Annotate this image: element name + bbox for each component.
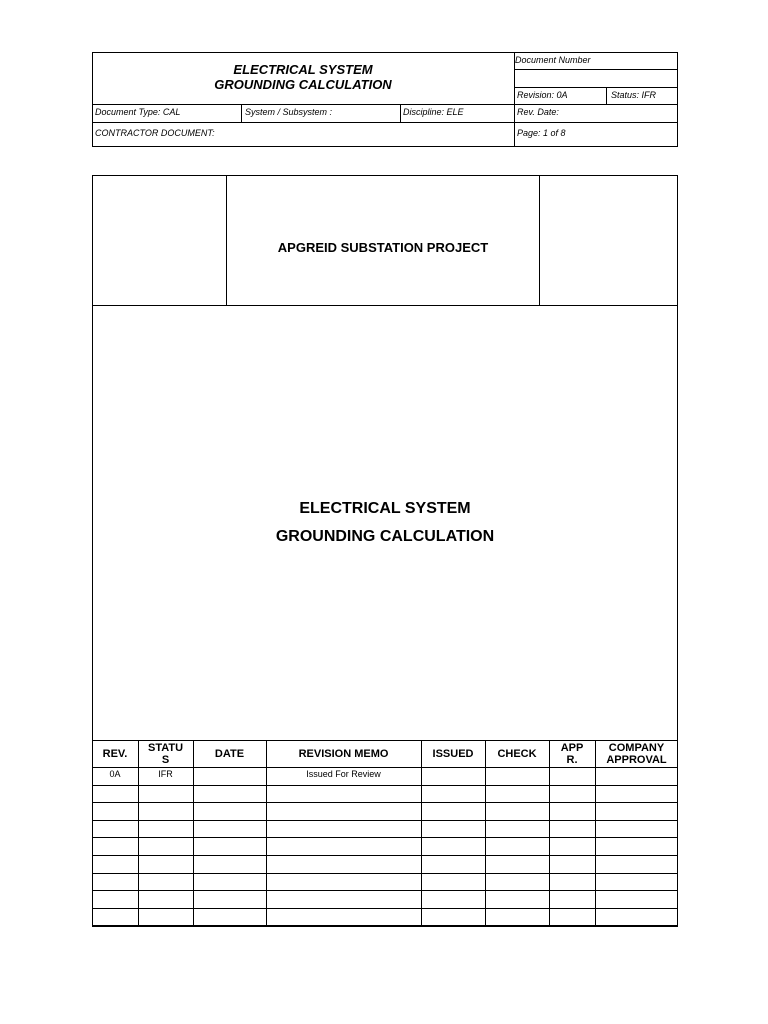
table-column-header: ISSUED — [432, 748, 474, 760]
table-row — [92, 837, 678, 855]
table-row — [92, 908, 678, 926]
revision-field: Revision: 0A — [517, 90, 568, 100]
table-row — [92, 767, 678, 785]
document-title-line2: GROUNDING CALCULATION — [275, 528, 495, 545]
table-column-header: COMPANY APPROVAL — [606, 742, 667, 766]
document-title — [93, 495, 677, 551]
table-column-header: APP R. — [560, 742, 584, 766]
table-row — [92, 785, 678, 803]
table-row-line — [92, 925, 678, 926]
table-column-header: REV. — [102, 748, 128, 760]
contractor-document-field: CONTRACTOR DOCUMENT: — [95, 128, 215, 138]
table-column-header: CHECK — [497, 748, 537, 760]
header-divider — [606, 87, 607, 104]
table-cell: Issued For Review — [306, 769, 381, 779]
header-divider — [514, 69, 678, 70]
table-row — [92, 802, 678, 820]
table-row — [92, 873, 678, 891]
header-title — [93, 62, 513, 92]
header-divider — [92, 104, 678, 105]
table-column-header: STATU S — [147, 742, 184, 766]
header-title-line2: GROUNDING CALCULATION — [214, 77, 392, 92]
table-cell: IFR — [158, 769, 173, 779]
header-divider — [92, 122, 678, 123]
header-divider — [514, 52, 515, 147]
status-field: Status: IFR — [611, 90, 657, 100]
rev-date-field: Rev. Date: — [517, 107, 559, 117]
discipline-field: Discipline: ELE — [403, 107, 464, 117]
table-row — [92, 820, 678, 838]
cover-divider — [92, 305, 678, 306]
header-divider — [241, 104, 242, 122]
table-row — [92, 890, 678, 908]
document-type-field: Document Type: CAL — [95, 107, 181, 117]
header-divider — [400, 104, 401, 122]
cover-divider — [539, 175, 540, 306]
document-title-line1: ELECTRICAL SYSTEM — [299, 500, 471, 517]
header-title-line1: ELECTRICAL SYSTEM — [233, 62, 373, 77]
table-cell: 0A — [109, 769, 121, 779]
table-row — [92, 855, 678, 873]
document-number-label: Document Number — [515, 55, 591, 65]
table-column-header: DATE — [214, 748, 245, 760]
system-subsystem-field: System / Subsystem : — [245, 107, 333, 117]
project-name: APGREID SUBSTATION PROJECT — [277, 240, 489, 255]
table-column-header: REVISION MEMO — [298, 748, 389, 760]
header-divider — [514, 87, 678, 88]
page-number-field: Page: 1 of 8 — [517, 128, 566, 138]
